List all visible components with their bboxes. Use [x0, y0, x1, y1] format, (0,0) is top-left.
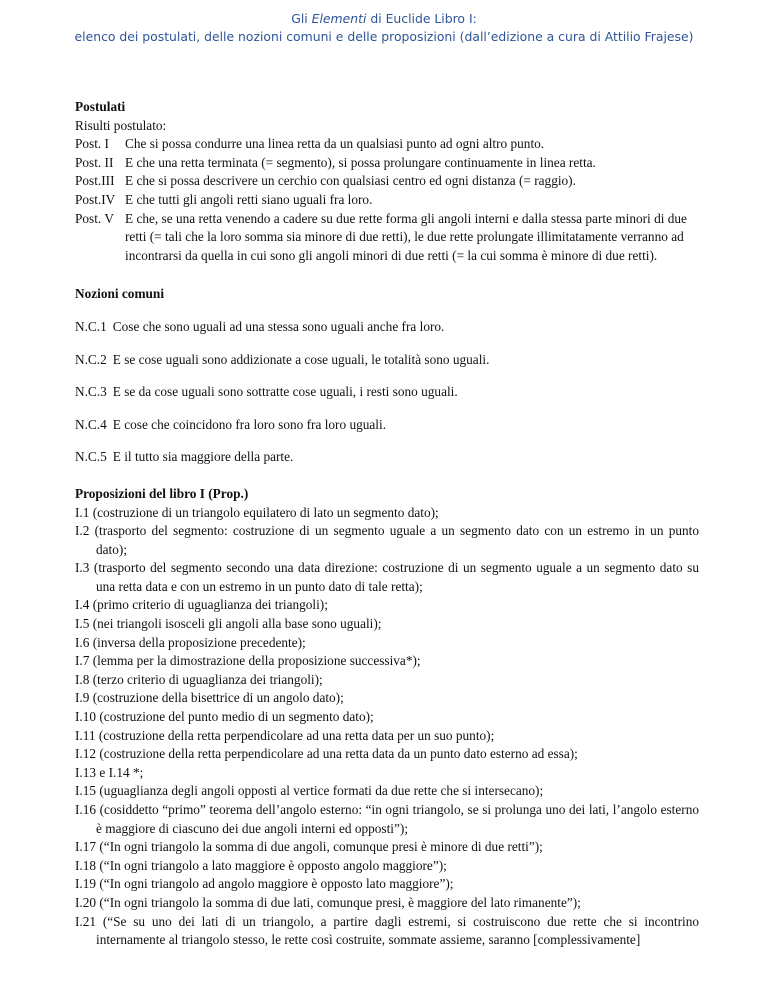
proposizione-item: I.2 (trasporto del segmento: costruzione di un segmento uguale a un segmento dato con un estremo in un punto dato);	[75, 523, 699, 557]
proposizione-item: I.5 (nei triangoli isosceli gli angoli alla base sono uguali);	[75, 616, 382, 632]
nozione-text: E cose che coincidono fra loro sono fra loro uguali.	[112, 416, 387, 432]
proposizione-item: I.1 (costruzione di un triangolo equilatero di lato un segmento dato);	[75, 504, 439, 520]
nozione-label: N.C.3	[75, 384, 107, 400]
postulati-list	[75, 135, 699, 265]
postulato-item	[75, 135, 699, 154]
proposizioni-list	[75, 504, 699, 950]
nozione-label: N.C.4	[75, 416, 107, 432]
title-suffix: di Euclide Libro I:	[366, 11, 477, 26]
proposizione-item: I.19 (“In ogni triangolo ad angolo maggiore è opposto lato maggiore”);	[75, 876, 454, 892]
proposizione-item: I.11 (costruzione della retta perpendicolare ad una retta data per un suo punto);	[75, 727, 495, 743]
nozione-item	[75, 318, 699, 337]
nozione-text: E se da cose uguali sono sottratte cose uguali, i resti sono uguali.	[112, 384, 458, 400]
proposizione-item: I.3 (trasporto del segmento secondo una data direzione: costruzione di un segmento uguale a un segmento dato su una retta data e con un estremo in un punto dato di tale retta);	[75, 560, 699, 594]
nozione-text: E se cose uguali sono addizionate a cose uguali, le totalità sono uguali.	[112, 351, 490, 367]
nozione-label: N.C.2	[75, 351, 107, 367]
proposizioni-heading: Proposizioni del libro I (Prop.)	[75, 485, 249, 501]
nozioni-list	[75, 318, 699, 467]
proposizione-item: I.21 (“Se su uno dei lati di un triangolo, a partire dagli estremi, si costruiscono due rette che si incontrino internamente al triangolo stesso, le rette così costruite, sommate assieme, saranno [complessivamente]	[75, 913, 699, 948]
proposizione-item: I.16 (cosiddetto “primo” teorema dell’angolo esterno: “in ogni triangolo, se si prolunga uno dei lati, l’angolo esterno è maggiore di ciascuno dei due angoli interni ed opposti”);	[75, 802, 699, 836]
nozione-label: N.C.5	[75, 449, 107, 465]
proposizione-item: I.18 (“In ogni triangolo a lato maggiore è opposto angolo maggiore”);	[75, 857, 447, 873]
proposizione-item: I.17 (“In ogni triangolo la somma di due angoli, comunque presi è minore di due retti”);	[75, 839, 543, 855]
proposizione-item: I.7 (lemma per la dimostrazione della proposizione successiva*);	[75, 653, 421, 669]
postulato-item	[75, 191, 699, 210]
postulato-text: E che, se una retta venendo a cadere su due rette forma gli angoli interni e dalla stessa parte minori di due retti (= tali che la loro somma sia minore di due retti), le due rette prolungate illimitatamente verranno ad incontrarsi da quella in cui sono gli angoli minori di due retti (= la cui somma è minore di due retti).	[125, 210, 687, 263]
document-subtitle: elenco dei postulati, delle nozioni comuni e delle proposizioni (dall’edizione a cura di Attilio Frajese)	[74, 29, 694, 44]
nozioni-heading: Nozioni comuni	[75, 286, 165, 302]
proposizione-item: I.4 (primo criterio di uguaglianza dei triangoli);	[75, 597, 328, 613]
proposizione-item: I.6 (inversa della proposizione precedente);	[75, 634, 306, 650]
postulati-intro: Risulti postulato:	[75, 117, 167, 133]
postulato-label: Post. V	[75, 210, 114, 226]
proposizione-item: I.12 (costruzione della retta perpendicolare ad una retta data da un punto dato esterno ad essa);	[75, 746, 578, 762]
postulato-text: Che si possa condurre una linea retta da un qualsiasi punto ad ogni altro punto.	[125, 136, 545, 152]
document-body	[75, 98, 699, 950]
nozione-item	[75, 383, 699, 402]
nozione-item	[75, 416, 699, 435]
title-prefix: Gli	[291, 11, 312, 26]
postulato-item	[75, 210, 699, 266]
nozione-text: E il tutto sia maggiore della parte.	[112, 449, 294, 465]
proposizione-item: I.20 (“In ogni triangolo la somma di due lati, comunque presi, è maggiore del lato rimanente”);	[75, 894, 581, 910]
postulato-label: Post.IV	[75, 191, 116, 207]
proposizione-item: I.8 (terzo criterio di uguaglianza dei triangoli);	[75, 671, 323, 687]
postulato-label: Post. II	[75, 154, 114, 170]
nozione-text: Cose che sono uguali ad una stessa sono uguali anche fra loro.	[112, 318, 445, 334]
postulato-item	[75, 172, 699, 191]
postulato-text: E che una retta terminata (= segmento), si possa prolungare continuamente in linea retta.	[125, 154, 596, 170]
proposizione-item: I.9 (costruzione della bisettrice di un angolo dato);	[75, 690, 344, 706]
nozione-item	[75, 448, 699, 467]
proposizione-item: I.15 (uguaglianza degli angoli opposti al vertice formati da due rette che si intersecano);	[75, 783, 544, 799]
title-italic: Elementi	[311, 11, 367, 26]
postulato-label: Post.III	[75, 173, 115, 189]
postulato-text: E che si possa descrivere un cerchio con qualsiasi centro ed ogni distanza (= raggio).	[125, 173, 576, 189]
postulato-item	[75, 154, 699, 173]
postulato-label: Post. I	[75, 136, 109, 152]
postulati-heading: Postulati	[75, 99, 126, 114]
proposizione-item: I.13 e I.14 *;	[75, 764, 144, 780]
nozione-label: N.C.1	[75, 318, 107, 334]
nozione-item	[75, 351, 699, 370]
document-title	[0, 10, 768, 28]
postulato-text: E che tutti gli angoli retti siano uguali fra loro.	[125, 191, 373, 207]
proposizione-item: I.10 (costruzione del punto medio di un segmento dato);	[75, 709, 374, 725]
